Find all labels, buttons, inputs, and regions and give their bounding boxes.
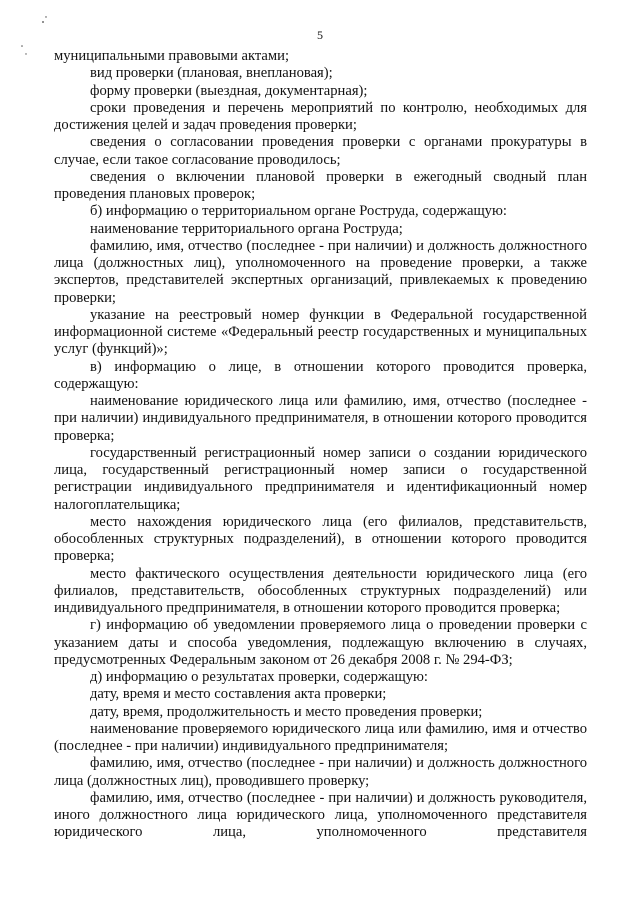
paragraph: муниципальными правовыми актами; [54,48,290,64]
page-number: 5 [317,28,323,42]
paragraph: государственный регистрационный номер записи о создании юридического лица, государственный регистрационный номер записи о государственной регистрации индивидуального предпринимателя и идентификационный номер налогоплательщика; [54,444,587,513]
paragraph: место нахождения юридического лица (его филиалов, представительств, обособленных структурных подразделений), в отношении которого проводится проверка; [54,513,587,565]
paragraph: сроки проведения и перечень мероприятий по контролю, необходимых для достижения целей и задач проведения проверки; [54,99,587,133]
paragraph: в) информацию о лице, в отношении которого проводится проверка, содержащую: [54,358,587,392]
paragraph: наименование проверяемого юридического лица или фамилию, имя и отчество (последнее - при наличии) индивидуального предпринимателя; [54,720,587,754]
paragraph: наименование территориального органа Роструда; [90,220,403,237]
paragraph: г) информацию об уведомлении проверяемого лица о проведении проверки с указанием даты и способа уведомления, подлежащую включению в случаях, предусмотренных Федеральным законом от 26 декабря 2008 г. № 294-ФЗ; [54,617,587,668]
paragraph: сведения о включении плановой проверки в ежегодный сводный план проведения плановых проверок; [54,168,587,202]
paragraph: вид проверки (плановая, внеплановая); [90,65,333,82]
paragraph: б) информацию о территориальном органе Роструда, содержащую: [90,203,507,220]
paragraph: фамилию, имя, отчество (последнее - при наличии) и должность руководителя, иного должностного лица юридического лица, уполномоченного представителя юридического лица, уполномоченного представителя [54,789,587,841]
paragraph: фамилию, имя, отчество (последнее - при наличии) и должность должностного лица (должностных лиц), проводившего проверку; [54,755,587,789]
paragraph: сведения о согласовании проведения проверки с органами прокуратуры в случае, если такое согласование проводилось; [54,134,587,168]
paragraph: дату, время и место составления акта проверки; [90,686,387,703]
paragraph: наименование юридического лица или фамилию, имя, отчество (последнее - при наличии) индивидуального предпринимателя, в отношении которого проводится проверка; [54,393,587,444]
paragraph: форму проверки (выездная, документарная); [90,82,368,99]
paragraph: фамилию, имя, отчество (последнее - при наличии) и должность должностного лица (должностных лиц), уполномоченного на проведение проверки, а также экспертов, представителей экспертных организаций, привлекаемых к проведению проверки; [54,237,587,306]
paragraph: место фактического осуществления деятельности юридического лица (его филиалов, представительств, обособленных структурных подразделений) или индивидуального предпринимателя, в отношении которого проводится проверка; [54,565,587,616]
paragraph: дату, время, продолжительность и место проведения проверки; [90,703,483,720]
paragraph: д) информацию о результатах проверки, содержащую: [90,669,428,685]
paragraph: указание на реестровый номер функции в Федеральной государственной информационной системе «Федеральный реестр государственных и муниципальных услуг (функций)»; [54,306,587,358]
document-body [54,48,587,842]
